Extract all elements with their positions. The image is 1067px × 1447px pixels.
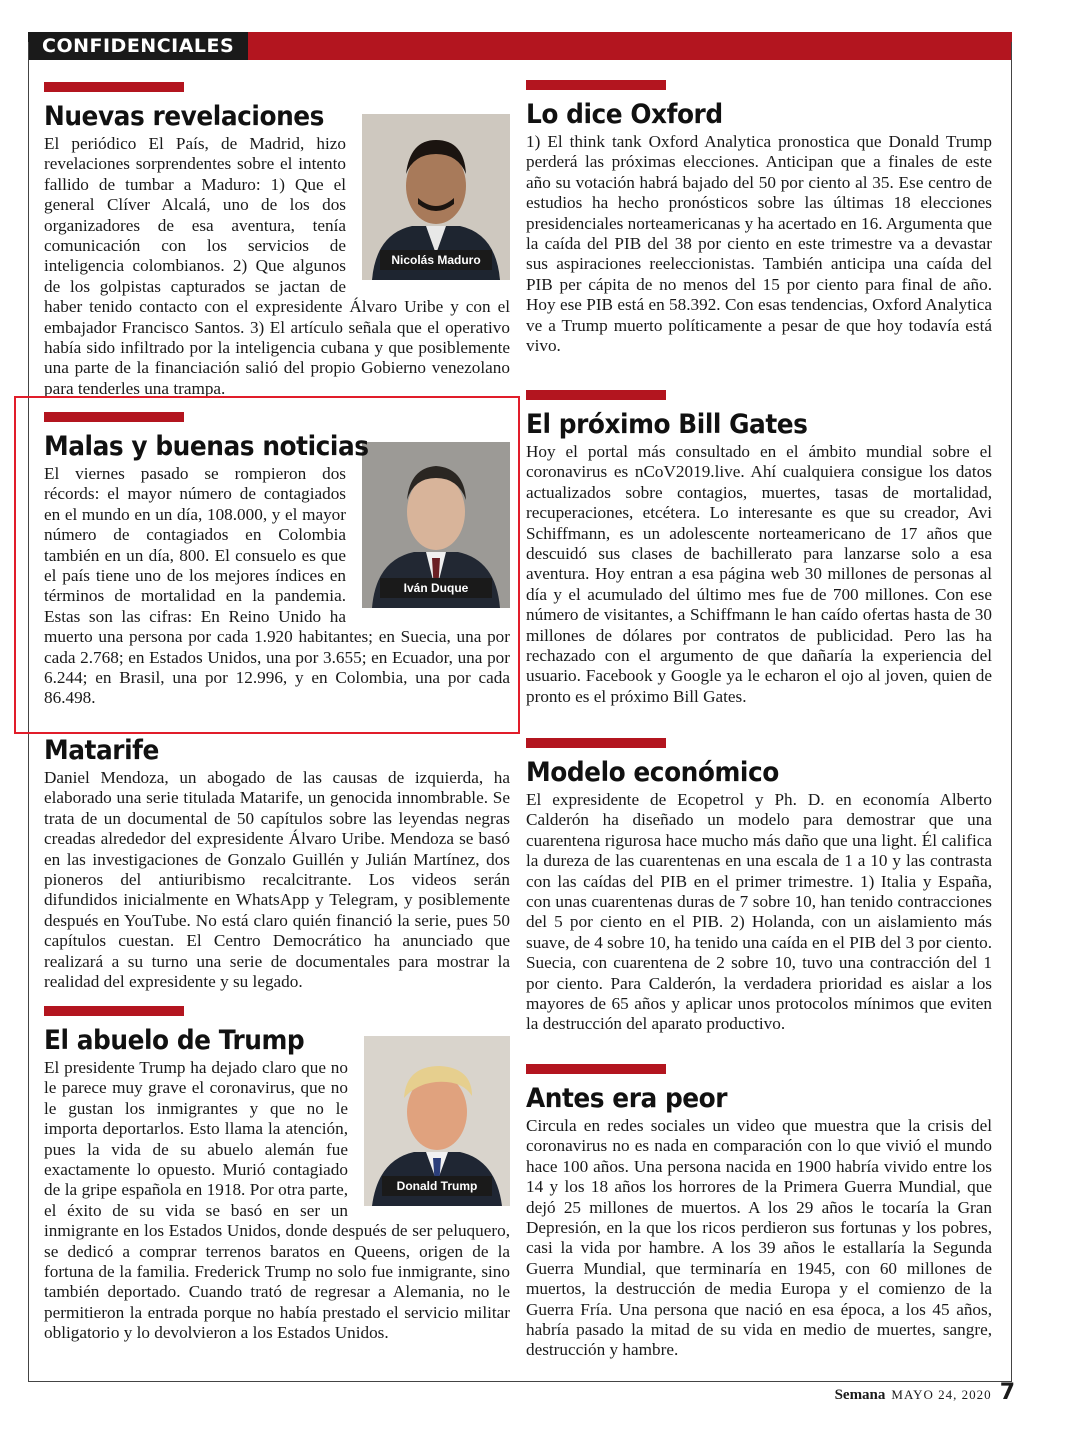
headline-el-abuelo-de-trump: El abuelo de Trump bbox=[44, 1025, 305, 1056]
footer-date: MAYO 24, 2020 bbox=[891, 1387, 992, 1402]
headline-matarife: Matarife bbox=[44, 735, 159, 766]
headline-accent-bar bbox=[526, 80, 666, 90]
article-nuevas-revelaciones bbox=[44, 82, 510, 399]
headline-accent-bar bbox=[526, 1064, 666, 1074]
body-modelo-economico: El expresidente de Ecopetrol y Ph. D. en economía Alberto Calderón ha diseñado un modelo para demostrar que una cuarentena rigurosa hace mucho más daño que una light. Él califica la dureza de las cuarentenas en una escala de 1 a 10 y las contrasta con las caídas del PIB en el primer trimestre. 1) Italia y España, con unas cuarentenas duras de 7 sobre 10, han tenido contracciones del 5 por ciento en el PIB. 2) Holanda, con un aislamiento más suave, de 4 sobre 10, ha tenido una caída en el PIB del 3 por ciento. Suecia, con cuarentena de 2 sobre 10, tuvo una contracción del 1 por ciento. Para Calderón, la verdadera prioridad es aislar a los mayores de 65 años y aplicar unos protocolos mínimos que eviten la destrucción del aparato productivo. bbox=[526, 790, 992, 1034]
highlight-box bbox=[14, 396, 520, 734]
page-footer bbox=[835, 1380, 1015, 1405]
headline-antes-era-peor: Antes era peor bbox=[526, 1083, 728, 1114]
article-el-proximo-bill-gates bbox=[526, 390, 992, 707]
headline-malas-y-buenas-noticias: Malas y buenas noticias bbox=[44, 431, 369, 462]
photo-caption-maduro: Nicolás Maduro bbox=[380, 250, 492, 270]
photo-maduro bbox=[362, 114, 510, 280]
headline-modelo-economico: Modelo económico bbox=[526, 757, 779, 788]
body-malas-y-buenas-noticias: El viernes pasado se rompieron dos récords: el mayor número de contagiados en el mundo en un día, 108.000, y el mayor número de contagiados en Colombia también en un día, 800. El consuelo es que el país tiene uno de los mejores índices en términos de mortalidad en la pandemia. Estas son las cifras: En Reino Unido ha muerto una persona por cada 1.920 habitantes; en Suecia, una por cada 2.768; en Estados Unidos, una por 3.655; en Ecuador, una por 6.244; en Brasil, una por 12.996, y en Colombia, una por cada 86.498. bbox=[44, 464, 510, 708]
photo-caption-duque: Iván Duque bbox=[380, 578, 492, 598]
body-antes-era-peor: Circula en redes sociales un video que muestra que la crisis del coronavirus no es nada en comparación con lo que vivió el mundo hace 100 años. Una persona nacida en 1900 habría vivido entre los 14 y los 18 años los horrores de la Primera Guerra Mundial, que dejó 25 millones de muertos. A los 29 años le tocaría la Gran Depresión, en la que los ricos perdieron sus fortunas y los pobres, casi la vida por hambre. A los 39 años le estallaría la Segunda Guerra Mundial, que terminaría en 1945, con 60 millones de muertos, la destrucción de media Europa y el comienzo de la Guerra Fría. Una persona que nació en esa época, a los 45 años, habría pasado la mitad de su vida en medio de muertes, sangre, destrucción y hambre. bbox=[526, 1116, 992, 1360]
headline-lo-dice-oxford: Lo dice Oxford bbox=[526, 99, 723, 130]
body-matarife: Daniel Mendoza, un abogado de las causas de izquierda, ha elaborado una serie titulada Matarife, un genocida innombrable. Se trata de un documental de 50 capítulos sobre las leyendas negras creadas alrededor del expresidente Álvaro Uribe. Mendoza se basó en las investigaciones de Gonzalo Guillén y Julián Martínez, dos pioneros del antiuribismo recalcitrante. Los videos serán difundidos inicialmente en WhatsApp y Telegram, y posiblemente después en YouTube. No está claro quién financió la serie, pues 50 capítulos cuestan. El Centro Democrático ha anunciado que realizará a su turno una serie de documentales para mostrar la realidad del expresidente y su legado. bbox=[44, 768, 510, 992]
body-el-abuelo-de-trump: El presidente Trump ha dejado claro que no le parece muy grave el coronavirus, que no le gustan los inmigrantes y que no le importa deportarlos. Esto llama la atención, pues la vida de su abuelo alemán fue exactamente lo opuesto. Murió contagiado de la gripe española en 1918. Por otra parte, el éxito de su vida se basó en ser un inmigrante en los Estados Unidos, donde después de ser peluquero, se dedicó a comprar terrenos baratos en Queens, origen de la fortuna de la familia. Frederick Trump no solo fue inmigrante, sino también deportado. Cuando trató de regresar a Alemania, no le permitieron la entrada porque no había prestado el servicio militar obligatorio y lo devolvieron a los Estados Unidos. bbox=[44, 1058, 510, 1343]
article-lo-dice-oxford bbox=[526, 80, 992, 356]
footer-publication: Semana bbox=[834, 1387, 886, 1403]
article-modelo-economico bbox=[526, 738, 992, 1035]
body-nuevas-revelaciones: El periódico El País, de Madrid, hizo revelaciones sorprendentes sobre el intento fallido de tumbar a Maduro: 1) Que el general Clíver Alcalá, uno de los dos organizadores de esa aventura, tenía comunicación con los servicios de inteligencia colombianos. 2) Que algunos de los golpistas capturados se jactan de haber tenido contacto con el expresidente Álvaro Uribe y con el embajador Francisco Santos. 3) El artículo señala que el operativo había sido infiltrado por la inteligencia cubana y que posiblemente una parte de la financiación salió del propio Gobierno venezolano para tenderles una trampa. bbox=[44, 134, 510, 398]
article-el-abuelo-de-trump bbox=[44, 1006, 510, 1344]
body-el-proximo-bill-gates: Hoy el portal más consultado en el ámbito mundial sobre el coronavirus es nCoV2019.live. Ahí cualquiera consigue los datos actualizados sobre contagios, muertes, tasas de mortalidad, recuperaciones, etcétera. Lo interesante es que su creador, Avi Schiffmann, es un adolescente norteamericano de 17 años que descuidó sus clases de bachillerato para lanzarse solo a esa aventura. Hoy entran a esa página web 30 millones de personas al día y el acumulado del último mes fue de 700 millones. Con ese número de visitantes, a Schiffmann le han caído ofertas hasta de 30 millones de dólares por contratos de publicidad. Pero las ha rechazado con el argumento de que dañaría la experiencia del usuario. Facebook y Google ya le echaron el ojo al joven, quien de pronto es el próximo Bill Gates. bbox=[526, 442, 992, 706]
article-matarife bbox=[44, 736, 510, 992]
page-number: 7 bbox=[999, 1380, 1015, 1405]
article-antes-era-peor bbox=[526, 1064, 992, 1361]
headline-accent-bar bbox=[526, 390, 666, 400]
photo-caption-trump: Donald Trump bbox=[382, 1176, 492, 1196]
photo-trump bbox=[364, 1036, 510, 1206]
headline-accent-bar bbox=[526, 738, 666, 748]
body-lo-dice-oxford: 1) El think tank Oxford Analytica pronostica que Donald Trump perderá las próximas elecciones. Anticipan que a finales de este año su votación habrá bajado del 50 por ciento al 35. Ese centro de estudios ha hecho pronósticos sobre las últimas 18 elecciones presidenciales norteamericanas y ha acertado en 16. Argumenta que la caída del PIB del 38 por ciento en este trimestre va a devastar sus aspiraciones reeleccionistas. También anticipa una caída del PIB per cápita de no menos del 15 por ciento para final de año. Hoy ese PIB está en 58.392. Con esas tendencias, Oxford Analytica ve a Trump muerto políticamente a pesar de que hoy todavía está vivo. bbox=[526, 132, 992, 356]
headline-el-proximo-bill-gates: El próximo Bill Gates bbox=[526, 409, 808, 440]
headline-accent-bar bbox=[44, 1006, 184, 1016]
section-label: CONFIDENCIALES bbox=[28, 32, 248, 60]
headline-nuevas-revelaciones: Nuevas revelaciones bbox=[44, 101, 325, 132]
headline-accent-bar bbox=[44, 82, 184, 92]
